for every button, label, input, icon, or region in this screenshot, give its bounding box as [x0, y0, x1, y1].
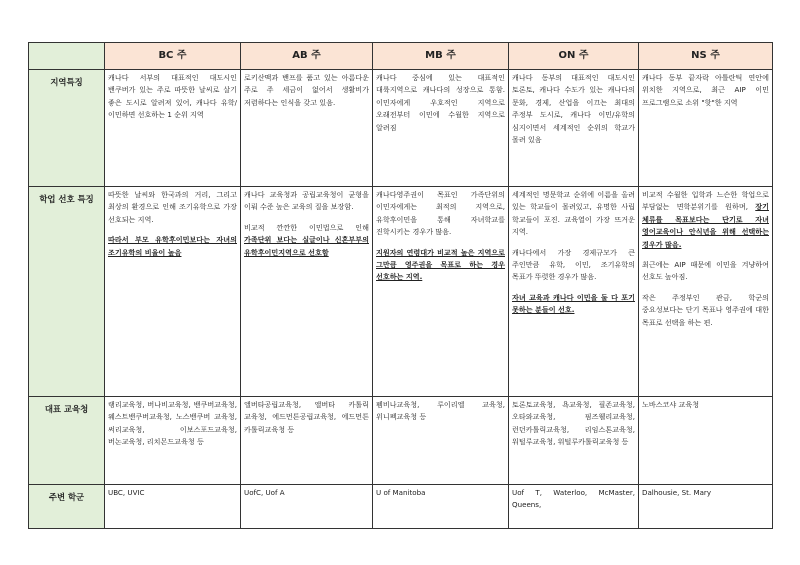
cell-schools-ab: UofC, Uof A	[241, 485, 373, 529]
study-ns-lead: 비교적 수월한 입학과 느슨한 학업으로 부담없는 면학분위기를 원하며,	[642, 190, 769, 212]
study-ns-highlight: 장기 체류를 목표보다는 단기로 자녀 영어교육이나 안식년을 위해 선택하는 경우가 많음.	[642, 202, 769, 249]
study-on-text: 세계적인 명문학교 순위에 이름을 올려 있는 학교들이 몰려있고, 유명한 사립 학교들이 포진. 교육열이 가장 뜨거운 지역.	[512, 190, 635, 237]
study-ab-text: 캐나다 교육청과 공립교육청이 균형을 이뤄 수준 높은 교육의 질을 보장함.	[244, 190, 369, 212]
cell-schools-bc: UBC, UVIC	[105, 485, 241, 529]
corner-cell	[29, 43, 105, 70]
cell-boards-ab: 앨버타공립교육청, 앨버타 카톨릭 교육청, 에드먼튼공립교육청, 에드먼튼 카톨릭교육청 등	[241, 397, 373, 485]
cell-study-bc	[105, 187, 241, 397]
study-on-text-2: 캐나다에서 가장 경제규모가 큰 주인만큼 유학, 이민, 조기유학의 목표가 뚜렷한 경우가 많음.	[512, 247, 635, 282]
cell-study-on	[509, 187, 639, 397]
cell-boards-bc: 랭리교육청, 버나비교육청, 밴쿠버교육청, 웨스트밴쿠버교육청, 노스밴쿠버 교육청, 써리교육청, 이보스포드교육청, 버논교육청, 리치몬드교육청 등	[105, 397, 241, 485]
study-on-highlight: 자녀 교육과 캐나다 이민을 둘 다 포기 못하는 분들이 선호.	[512, 292, 635, 315]
table-row-boards	[29, 397, 773, 485]
cell-region-ns: 캐나다 동부 끝자락 아틀란틱 연안에 위치한 지역으로, 최근 AIP 이민 프로그램으로 소위 "핫"한 지역	[639, 70, 773, 187]
table-row-study	[29, 187, 773, 397]
row-header-boards: 대표 교육청	[29, 397, 105, 485]
row-header-study: 학업 선호 특징	[29, 187, 105, 397]
header-row	[29, 43, 773, 70]
cell-study-mb	[373, 187, 509, 397]
cell-region-ab: 로키산맥과 밴프를 품고 있는 아름다운 주로 주 세금이 없어서 생활비가 저렴하다는 인식을 갖고 있음.	[241, 70, 373, 187]
cell-study-ns	[639, 187, 773, 397]
study-ab-text-2	[244, 222, 369, 259]
cell-boards-mb: 펨비나교육청, 루이리엘 교육청, 위니펙교육청 등	[373, 397, 509, 485]
study-ns-text	[642, 189, 769, 251]
study-ab-lead: 비교적 깐깐한 이민법으로 인해	[244, 222, 369, 232]
study-ns-text-3: 작은 주정부인 관금, 학군의 중요성보다는 단기 목표나 영주권에 대한 목표로 선택을 하는 편.	[642, 292, 769, 327]
study-ab-highlight: 가족단위 보다는 실글이나 신혼부부의 유학후이민지역으로 선호함	[244, 235, 369, 257]
study-mb-highlight: 지원자의 연령대가 비교적 높은 지역으로 그만큼 영주권을 목표로 하는 경우 선호하는 지역.	[376, 247, 505, 282]
cell-region-mb: 캐나다 중심에 있는 대표적인 대륙지역으로 캐나다의 성장으로 통함. 이민자에게 우호적인 지역으로 오래전부터 이민에 수월한 지역으로 알려짐	[373, 70, 509, 187]
column-header-bc: BC 주	[105, 43, 241, 70]
row-header-schools: 주변 학군	[29, 485, 105, 529]
study-bc-highlight: 따라서 부모 유학후이민보다는 자녀의 조기유학의 비율이 높음	[108, 235, 237, 257]
cell-schools-ns: Dalhousie, St. Mary	[639, 485, 773, 529]
cell-region-on: 캐나다 동부의 대표적인 대도시인 토론토, 캐나다 수도가 있는 캐나다의 문화, 경제, 산업을 이끄는 최대의 주정부 도시로, 캐나다 이민/유학의 심지이면서 세계적인 순위의 학교가 몰려 있음	[509, 70, 639, 187]
column-header-ab: AB 주	[241, 43, 373, 70]
comparison-table	[28, 42, 773, 529]
cell-boards-on: 토론토교육청, 욕교육청, 필존교육청, 오타와교육청, 핌즈웰리교육청, 런던카톨릭교육청, 리임스톤교육청, 워털루교육청, 워털루카톨릭교육청 등	[509, 397, 639, 485]
column-header-ns: NS 주	[639, 43, 773, 70]
study-ns-text-2: 최근에는 AIP 때문에 이민을 겨냥하여 선호도 높아짐.	[642, 260, 769, 282]
cell-region-bc: 캐나다 서부의 대표적인 대도시인 밴쿠버가 있는 주로 따뜻한 날씨로 살기 좋은 도시로 알려져 있어, 캐나다 유학/이민하면 선호하는 1 순위 지역	[105, 70, 241, 187]
cell-study-ab	[241, 187, 373, 397]
table-row-schools	[29, 485, 773, 529]
table-row-region	[29, 70, 773, 187]
study-bc-text: 따뜻한 날씨와 한국과의 거리, 그리고 최상의 환경으로 인해 조기유학으로 가장 선호되는 지역.	[108, 190, 237, 224]
column-header-on: ON 주	[509, 43, 639, 70]
study-mb-text: 캐나다영주권이 목표인 가족단위의 이민자에게는 최적의 지역으로, 유학후이민을 통해 자녀학교를 진학시키는 경우가 많음.	[376, 190, 505, 237]
row-header-region: 지역특징	[29, 70, 105, 187]
cell-schools-mb: U of Manitoba	[373, 485, 509, 529]
cell-boards-ns: 노바스코샤 교육청	[639, 397, 773, 485]
column-header-mb: MB 주	[373, 43, 509, 70]
cell-schools-on: Uof T, Waterloo, McMaster, Queens,	[509, 485, 639, 529]
